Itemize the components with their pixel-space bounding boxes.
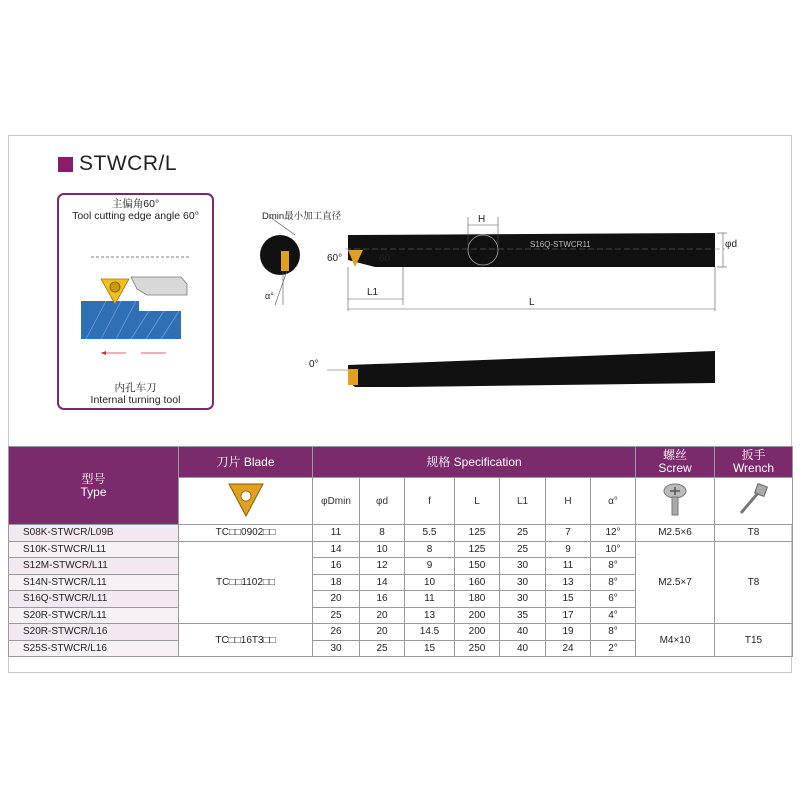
row-cell: 8 bbox=[360, 525, 405, 542]
screw-icon bbox=[660, 481, 690, 519]
row-cell: 18 bbox=[313, 574, 360, 591]
col-dmin: φDmin bbox=[313, 478, 360, 525]
wrench-icon bbox=[736, 481, 772, 519]
row-cell: 200 bbox=[455, 607, 500, 624]
row-cell: 8° bbox=[591, 558, 636, 575]
row-cell: 20 bbox=[360, 624, 405, 641]
row-cell: 11 bbox=[405, 591, 455, 608]
wrench-header-cn: 扳手 bbox=[741, 448, 766, 462]
screw-header-cn: 螺丝 bbox=[663, 448, 688, 462]
row-wrench: T8 bbox=[715, 525, 793, 542]
zero-angle-label: 0° bbox=[309, 359, 319, 370]
row-cell: 250 bbox=[455, 640, 500, 657]
row-wrench: T15 bbox=[715, 624, 793, 657]
wrench-header-en: Wrench bbox=[732, 461, 775, 475]
row-cell: 16 bbox=[313, 558, 360, 575]
col-alpha: α° bbox=[591, 478, 636, 525]
row-cell: 20 bbox=[313, 591, 360, 608]
caption-cn-tool: 内孔车刀 bbox=[114, 382, 157, 394]
row-cell: 35 bbox=[500, 607, 546, 624]
dmin-label: Dmin最小加工直径 bbox=[262, 211, 342, 222]
row-wrench: T8 bbox=[715, 541, 793, 624]
d-label: φd bbox=[725, 239, 738, 250]
row-cell: 14 bbox=[313, 541, 360, 558]
table-row bbox=[9, 525, 793, 542]
row-type: S20R-STWCR/L16 bbox=[9, 624, 179, 641]
card-bottom-caption bbox=[59, 382, 212, 406]
col-d: φd bbox=[360, 478, 405, 525]
row-cell: 26 bbox=[313, 624, 360, 641]
row-cell: 11 bbox=[313, 525, 360, 542]
row-cell: 9 bbox=[405, 558, 455, 575]
angle-left-label: 60° bbox=[327, 253, 343, 264]
row-cell: 40 bbox=[500, 624, 546, 641]
tool-dimension-drawing bbox=[245, 205, 765, 395]
row-cell: 5.5 bbox=[405, 525, 455, 542]
row-cell: 180 bbox=[455, 591, 500, 608]
row-cell: 30 bbox=[500, 591, 546, 608]
cutting-angle-card bbox=[57, 193, 214, 410]
row-type: S20R-STWCR/L11 bbox=[9, 607, 179, 624]
row-cell: 25 bbox=[313, 607, 360, 624]
row-cell: 30 bbox=[313, 640, 360, 657]
row-cell: 40 bbox=[500, 640, 546, 657]
wrench-image-cell bbox=[715, 478, 793, 525]
row-cell: 8° bbox=[591, 624, 636, 641]
h-label: H bbox=[478, 214, 486, 225]
triangle-insert-icon bbox=[226, 481, 266, 519]
row-screw: M2.5×6 bbox=[636, 525, 715, 542]
row-cell: 125 bbox=[455, 541, 500, 558]
type-header bbox=[9, 447, 179, 525]
row-cell: 15 bbox=[405, 640, 455, 657]
row-cell: 6° bbox=[591, 591, 636, 608]
wrench-header bbox=[715, 447, 793, 478]
type-header-cn: 型号 bbox=[81, 471, 106, 486]
row-cell: 19 bbox=[546, 624, 591, 641]
row-cell: 8° bbox=[591, 574, 636, 591]
alpha-label: α° bbox=[265, 291, 274, 301]
row-blade: TC□□1102□□ bbox=[179, 541, 313, 624]
row-cell: 25 bbox=[500, 525, 546, 542]
l-label: L bbox=[529, 297, 535, 308]
row-cell: 150 bbox=[455, 558, 500, 575]
row-cell: 8 bbox=[405, 541, 455, 558]
boring-bar-top-view bbox=[348, 233, 715, 267]
angle-right-label: 60° bbox=[379, 253, 395, 264]
row-cell: 10° bbox=[591, 541, 636, 558]
insert-section-icon bbox=[281, 251, 289, 271]
table-row bbox=[9, 624, 793, 641]
row-type: S10K-STWCR/L11 bbox=[9, 541, 179, 558]
col-l1: L1 bbox=[500, 478, 546, 525]
row-cell: 13 bbox=[546, 574, 591, 591]
row-cell: 24 bbox=[546, 640, 591, 657]
row-cell: 25 bbox=[360, 640, 405, 657]
row-cell: 10 bbox=[405, 574, 455, 591]
caption-en-tool: Internal turning tool bbox=[90, 394, 181, 406]
row-cell: 30 bbox=[500, 574, 546, 591]
type-header-en: Type bbox=[80, 484, 107, 499]
col-l: L bbox=[455, 478, 500, 525]
caption-en-angle: Tool cutting edge angle 60° bbox=[72, 210, 199, 222]
row-cell: 11 bbox=[546, 558, 591, 575]
row-blade: TC□□16T3□□ bbox=[179, 624, 313, 657]
row-cell: 200 bbox=[455, 624, 500, 641]
l1-label: L1 bbox=[367, 287, 379, 298]
row-cell: 14.5 bbox=[405, 624, 455, 641]
boring-bar-side-view bbox=[348, 351, 715, 387]
row-type: S12M-STWCR/L11 bbox=[9, 558, 179, 575]
row-type: S16Q-STWCR/L11 bbox=[9, 591, 179, 608]
row-cell: 160 bbox=[455, 574, 500, 591]
bore-section-icon bbox=[260, 235, 300, 275]
row-cell: 30 bbox=[500, 558, 546, 575]
row-type: S25S-STWCR/L16 bbox=[9, 640, 179, 657]
row-screw: M2.5×7 bbox=[636, 541, 715, 624]
row-cell: 4° bbox=[591, 607, 636, 624]
card-top-caption bbox=[59, 198, 212, 222]
row-cell: 20 bbox=[360, 607, 405, 624]
blade-image-cell bbox=[179, 478, 313, 525]
row-cell: 10 bbox=[360, 541, 405, 558]
title-square-marker bbox=[58, 157, 73, 172]
row-cell: 25 bbox=[500, 541, 546, 558]
row-type: S08K-STWCR/L09B bbox=[9, 525, 179, 542]
screw-header bbox=[636, 447, 715, 478]
row-cell: 2° bbox=[591, 640, 636, 657]
internal-turning-illustration bbox=[71, 249, 201, 359]
screw-image-cell bbox=[636, 478, 715, 525]
table-row bbox=[9, 541, 793, 558]
screw-header-en: Screw bbox=[658, 461, 692, 475]
row-cell: 15 bbox=[546, 591, 591, 608]
row-cell: 14 bbox=[360, 574, 405, 591]
page-title bbox=[58, 152, 177, 176]
row-cell: 125 bbox=[455, 525, 500, 542]
row-cell: 12° bbox=[591, 525, 636, 542]
row-cell: 16 bbox=[360, 591, 405, 608]
caption-cn-angle: 主偏角60° bbox=[111, 198, 160, 210]
title-text: STWCR/L bbox=[79, 152, 177, 175]
row-screw: M4×10 bbox=[636, 624, 715, 657]
side-insert-icon bbox=[348, 369, 358, 385]
spec-table bbox=[8, 446, 793, 657]
col-h: H bbox=[546, 478, 591, 525]
row-cell: 12 bbox=[360, 558, 405, 575]
spec-header: 规格 Specification bbox=[313, 447, 636, 478]
row-cell: 13 bbox=[405, 607, 455, 624]
row-cell: 7 bbox=[546, 525, 591, 542]
row-blade: TC□□0902□□ bbox=[179, 525, 313, 542]
row-cell: 17 bbox=[546, 607, 591, 624]
row-type: S14N-STWCR/L11 bbox=[9, 574, 179, 591]
blade-header: 刀片 Blade bbox=[179, 447, 313, 478]
col-f: f bbox=[405, 478, 455, 525]
row-cell: 9 bbox=[546, 541, 591, 558]
bar-marking: S16Q-STWCR11 bbox=[530, 240, 591, 249]
